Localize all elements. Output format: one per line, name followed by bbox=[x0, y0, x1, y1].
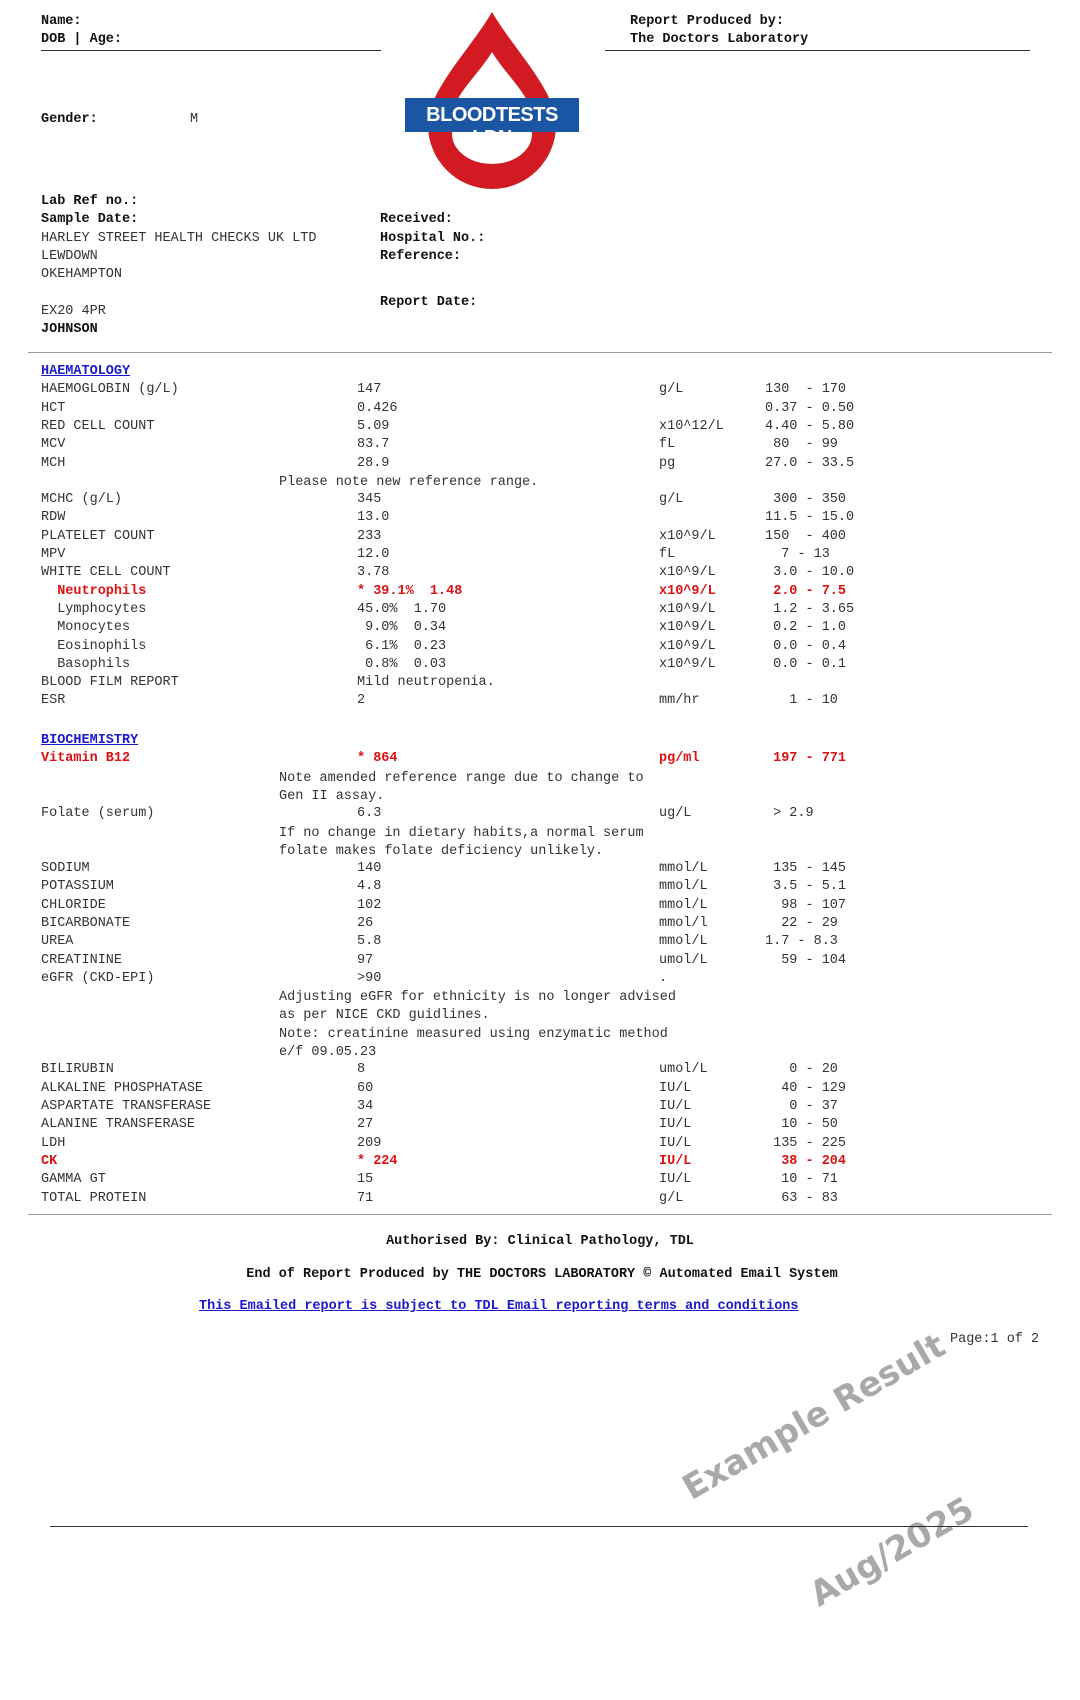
result-name: CREATININE bbox=[41, 952, 123, 968]
result-range: 1 - 10 bbox=[765, 693, 838, 709]
result-name: HAEMOGLOBIN (g/L) bbox=[41, 382, 179, 398]
result-range: 0 - 37 bbox=[765, 1099, 838, 1114]
result-range: 38 - 204 bbox=[765, 1153, 847, 1169]
result-range: 2.0 - 7.5 bbox=[765, 583, 847, 599]
result-value: 83.7 bbox=[357, 437, 390, 453]
report-by-underline bbox=[605, 50, 1030, 51]
watermark bbox=[610, 1224, 1069, 1699]
result-unit: x10^9/L bbox=[659, 638, 716, 654]
result-range: > 2.9 bbox=[765, 806, 814, 822]
sample-date-label: Sample Date: bbox=[41, 212, 139, 227]
result-unit: mmol/L bbox=[659, 897, 708, 913]
result-value: 26 bbox=[357, 916, 374, 931]
result-range: 63 - 83 bbox=[765, 1190, 838, 1206]
result-row bbox=[0, 898, 1080, 916]
result-row bbox=[0, 916, 1080, 934]
result-range: 3.5 - 5.1 bbox=[765, 879, 847, 895]
result-row bbox=[0, 620, 1080, 638]
result-range: 98 - 107 bbox=[765, 897, 847, 913]
result-name: ESR bbox=[41, 693, 66, 709]
result-unit: umol/L bbox=[659, 952, 708, 968]
result-unit: mm/hr bbox=[659, 693, 700, 709]
result-name: UREA bbox=[41, 934, 74, 950]
result-name: SODIUM bbox=[41, 861, 90, 877]
result-row bbox=[0, 510, 1080, 528]
result-value: 102 bbox=[357, 897, 382, 913]
result-row bbox=[0, 547, 1080, 565]
result-unit: ug/L bbox=[659, 806, 692, 822]
result-value: 2 bbox=[357, 693, 366, 709]
result-value: 12.0 bbox=[357, 547, 390, 562]
result-row bbox=[0, 602, 1080, 620]
report-by-label: Report Produced by: bbox=[630, 14, 784, 29]
result-unit: x10^12/L bbox=[659, 418, 724, 434]
result-unit: fL bbox=[659, 437, 676, 453]
result-range: 1.2 - 3.65 bbox=[765, 601, 855, 617]
terms-link[interactable]: This Emailed report is subject to TDL Email reporting terms and conditions bbox=[199, 1299, 799, 1314]
result-range: 0.37 - 0.50 bbox=[765, 400, 855, 416]
result-value: 5.8 bbox=[357, 934, 382, 950]
result-name: HCT bbox=[41, 400, 66, 416]
result-unit: x10^9/L bbox=[659, 583, 716, 599]
watermark-line-1: Example Result bbox=[675, 1325, 953, 1509]
result-row bbox=[0, 971, 1080, 989]
result-note: If no change in dietary habits,a normal serum folate makes folate deficiency unlikely. bbox=[279, 825, 644, 859]
result-name: Monocytes bbox=[41, 620, 131, 636]
result-value: 6.1% 0.23 bbox=[357, 638, 447, 654]
result-name: Eosinophils bbox=[41, 638, 147, 654]
result-name: ALKALINE PHOSPHATASE bbox=[41, 1080, 204, 1096]
name-label: Name: bbox=[41, 14, 82, 29]
patient-surname: JOHNSON bbox=[41, 322, 98, 337]
result-range: 0.0 - 0.4 bbox=[765, 638, 847, 654]
watermark-line-2: Aug/2025 bbox=[803, 1489, 981, 1615]
result-value: 345 bbox=[357, 492, 382, 508]
result-value: * 864 bbox=[357, 751, 398, 767]
report-by-value: The Doctors Laboratory bbox=[630, 32, 809, 47]
result-row bbox=[0, 751, 1080, 769]
result-range: 11.5 - 15.0 bbox=[765, 510, 855, 526]
received-label: Received: bbox=[380, 212, 453, 227]
result-range: 80 - 99 bbox=[765, 437, 838, 453]
result-value: Mild neutropenia. bbox=[357, 675, 495, 691]
bottom-rule bbox=[50, 1526, 1028, 1527]
result-row bbox=[0, 419, 1080, 437]
result-unit: g/L bbox=[659, 382, 684, 398]
result-range: 1.7 - 8.3 bbox=[765, 934, 838, 950]
result-row bbox=[0, 675, 1080, 693]
result-range: 197 - 771 bbox=[765, 751, 847, 767]
result-value: 3.78 bbox=[357, 565, 390, 581]
result-note: Adjusting eGFR for ethnicity is no longer advised as per NICE CKD guidlines. Note: creatinine measured using enzymatic method e/f 09.05.23 bbox=[279, 990, 676, 1061]
result-name: MCHC (g/L) bbox=[41, 492, 123, 508]
biochemistry-title[interactable]: BIOCHEMISTRY bbox=[41, 733, 139, 748]
result-value: 5.09 bbox=[357, 418, 390, 434]
header-divider bbox=[28, 352, 1052, 353]
result-row bbox=[0, 401, 1080, 419]
result-unit: mmol/L bbox=[659, 861, 708, 877]
result-unit: . bbox=[659, 970, 668, 986]
result-name: Basophils bbox=[41, 656, 131, 672]
result-value: * 224 bbox=[357, 1153, 398, 1169]
result-name: PLATELET COUNT bbox=[41, 528, 155, 544]
end-of-report: End of Report Produced by THE DOCTORS LABORATORY © Automated Email System bbox=[246, 1267, 838, 1282]
address-line-3: OKEHAMPTON bbox=[41, 267, 123, 282]
result-name: ALANINE TRANSFERASE bbox=[41, 1117, 195, 1133]
result-value: 233 bbox=[357, 528, 382, 544]
result-value: 28.9 bbox=[357, 455, 390, 471]
result-value: 71 bbox=[357, 1190, 374, 1206]
result-range: 10 - 50 bbox=[765, 1117, 838, 1133]
result-row bbox=[0, 953, 1080, 971]
lab-ref-label: Lab Ref no.: bbox=[41, 194, 139, 209]
result-name: LDH bbox=[41, 1135, 66, 1151]
result-row bbox=[0, 639, 1080, 657]
result-row bbox=[0, 1117, 1080, 1135]
result-value: 0.426 bbox=[357, 400, 398, 416]
result-name: eGFR (CKD-EPI) bbox=[41, 970, 155, 986]
result-range: 300 - 350 bbox=[765, 492, 847, 508]
result-value: 9.0% 0.34 bbox=[357, 620, 447, 636]
result-unit: umol/L bbox=[659, 1062, 708, 1078]
result-value: 97 bbox=[357, 952, 374, 968]
result-range: 4.40 - 5.80 bbox=[765, 418, 855, 434]
result-value: 34 bbox=[357, 1099, 374, 1114]
result-range: 10 - 71 bbox=[765, 1172, 838, 1188]
results-divider bbox=[28, 1214, 1052, 1215]
result-unit: IU/L bbox=[659, 1080, 692, 1096]
result-name: MCV bbox=[41, 437, 66, 453]
result-value: 209 bbox=[357, 1135, 382, 1151]
result-value: 6.3 bbox=[357, 806, 382, 822]
result-value: 27 bbox=[357, 1117, 374, 1133]
result-row bbox=[0, 1099, 1080, 1117]
result-row bbox=[0, 565, 1080, 583]
result-unit: IU/L bbox=[659, 1117, 692, 1133]
dob-age-label: DOB | Age: bbox=[41, 32, 123, 47]
result-row bbox=[0, 879, 1080, 897]
result-range: 130 - 170 bbox=[765, 382, 847, 398]
result-value: 60 bbox=[357, 1080, 374, 1096]
haematology-title[interactable]: HAEMATOLOGY bbox=[41, 364, 131, 379]
result-range: 27.0 - 33.5 bbox=[765, 455, 855, 471]
gender-label: Gender: bbox=[41, 112, 98, 127]
result-unit: mmol/L bbox=[659, 934, 708, 950]
result-range: 0.2 - 1.0 bbox=[765, 620, 847, 636]
result-row bbox=[0, 806, 1080, 824]
result-range: 22 - 29 bbox=[765, 916, 838, 931]
result-range: 7 - 13 bbox=[765, 547, 830, 562]
result-unit: pg/ml bbox=[659, 751, 700, 767]
result-name: BLOOD FILM REPORT bbox=[41, 675, 179, 691]
result-unit: IU/L bbox=[659, 1153, 692, 1169]
result-row bbox=[0, 861, 1080, 879]
result-name: MPV bbox=[41, 547, 66, 562]
result-name: BICARBONATE bbox=[41, 916, 131, 931]
result-unit: g/L bbox=[659, 1190, 684, 1206]
result-row bbox=[0, 1062, 1080, 1080]
result-range: 135 - 225 bbox=[765, 1135, 847, 1151]
result-value: 8 bbox=[357, 1062, 366, 1078]
blood-drop-icon bbox=[400, 10, 585, 190]
result-row bbox=[0, 1172, 1080, 1190]
result-name: Vitamin B12 bbox=[41, 751, 131, 767]
address-postcode: EX20 4PR bbox=[41, 304, 106, 319]
result-unit: IU/L bbox=[659, 1172, 692, 1188]
hospital-no-label: Hospital No.: bbox=[380, 231, 486, 246]
result-row bbox=[0, 1154, 1080, 1172]
result-name: CHLORIDE bbox=[41, 897, 106, 913]
result-unit: IU/L bbox=[659, 1135, 692, 1151]
result-name: GAMMA GT bbox=[41, 1172, 106, 1188]
result-row bbox=[0, 1081, 1080, 1099]
result-name: ASPARTATE TRANSFERASE bbox=[41, 1099, 212, 1114]
result-row bbox=[0, 382, 1080, 400]
result-unit: x10^9/L bbox=[659, 565, 716, 581]
result-name: POTASSIUM bbox=[41, 879, 114, 895]
result-value: 147 bbox=[357, 382, 382, 398]
result-name: CK bbox=[41, 1153, 58, 1169]
result-value: 140 bbox=[357, 861, 382, 877]
result-range: 0 - 20 bbox=[765, 1062, 838, 1078]
result-row bbox=[0, 1191, 1080, 1209]
name-underline bbox=[41, 50, 381, 51]
result-row bbox=[0, 456, 1080, 474]
reference-label: Reference: bbox=[380, 249, 462, 264]
address-line-2: LEWDOWN bbox=[41, 249, 98, 264]
result-value: 13.0 bbox=[357, 510, 390, 526]
result-row bbox=[0, 693, 1080, 711]
result-value: * 39.1% 1.48 bbox=[357, 583, 463, 599]
result-row bbox=[0, 584, 1080, 602]
result-range: 40 - 129 bbox=[765, 1080, 847, 1096]
result-unit: x10^9/L bbox=[659, 620, 716, 636]
gender-value: M bbox=[190, 112, 199, 127]
result-unit: x10^9/L bbox=[659, 656, 716, 672]
result-range: 0.0 - 0.1 bbox=[765, 656, 847, 672]
result-name: TOTAL PROTEIN bbox=[41, 1190, 147, 1206]
result-note: Please note new reference range. bbox=[279, 474, 539, 490]
result-range: 59 - 104 bbox=[765, 952, 847, 968]
result-name: Folate (serum) bbox=[41, 806, 155, 822]
result-range: 150 - 400 bbox=[765, 528, 847, 544]
result-note: Note amended reference range due to change to Gen II assay. bbox=[279, 770, 644, 804]
result-name: WHITE CELL COUNT bbox=[41, 565, 171, 581]
result-range: 3.0 - 10.0 bbox=[765, 565, 855, 581]
result-unit: fL bbox=[659, 547, 676, 562]
result-name: RED CELL COUNT bbox=[41, 418, 155, 434]
result-unit: g/L bbox=[659, 492, 684, 508]
result-unit: x10^9/L bbox=[659, 601, 716, 617]
result-row bbox=[0, 437, 1080, 455]
bloodtests-ldn-logo bbox=[400, 10, 585, 190]
result-unit: mmol/L bbox=[659, 879, 708, 895]
result-name: Neutrophils bbox=[41, 583, 147, 599]
result-row bbox=[0, 492, 1080, 510]
result-name: MCH bbox=[41, 455, 66, 471]
result-unit: IU/L bbox=[659, 1099, 692, 1114]
result-row bbox=[0, 529, 1080, 547]
result-value: 45.0% 1.70 bbox=[357, 601, 447, 617]
result-unit: x10^9/L bbox=[659, 528, 716, 544]
result-value: 4.8 bbox=[357, 879, 382, 895]
result-value: >90 bbox=[357, 970, 382, 986]
result-row bbox=[0, 1136, 1080, 1154]
result-row bbox=[0, 934, 1080, 952]
address-line-1: HARLEY STREET HEALTH CHECKS UK LTD bbox=[41, 231, 317, 246]
result-name: RDW bbox=[41, 510, 66, 526]
result-name: BILIRUBIN bbox=[41, 1062, 114, 1078]
logo-text: BLOODTESTS LDN bbox=[426, 104, 558, 149]
result-name: Lymphocytes bbox=[41, 601, 147, 617]
report-date-label: Report Date: bbox=[380, 295, 478, 310]
result-range: 135 - 145 bbox=[765, 861, 847, 877]
result-row bbox=[0, 657, 1080, 675]
result-value: 15 bbox=[357, 1172, 374, 1188]
result-value: 0.8% 0.03 bbox=[357, 656, 447, 672]
result-unit: mmol/l bbox=[659, 916, 708, 931]
result-unit: pg bbox=[659, 455, 676, 471]
page-number: Page:1 of 2 bbox=[950, 1332, 1040, 1347]
authorised-by: Authorised By: Clinical Pathology, TDL bbox=[386, 1234, 694, 1249]
